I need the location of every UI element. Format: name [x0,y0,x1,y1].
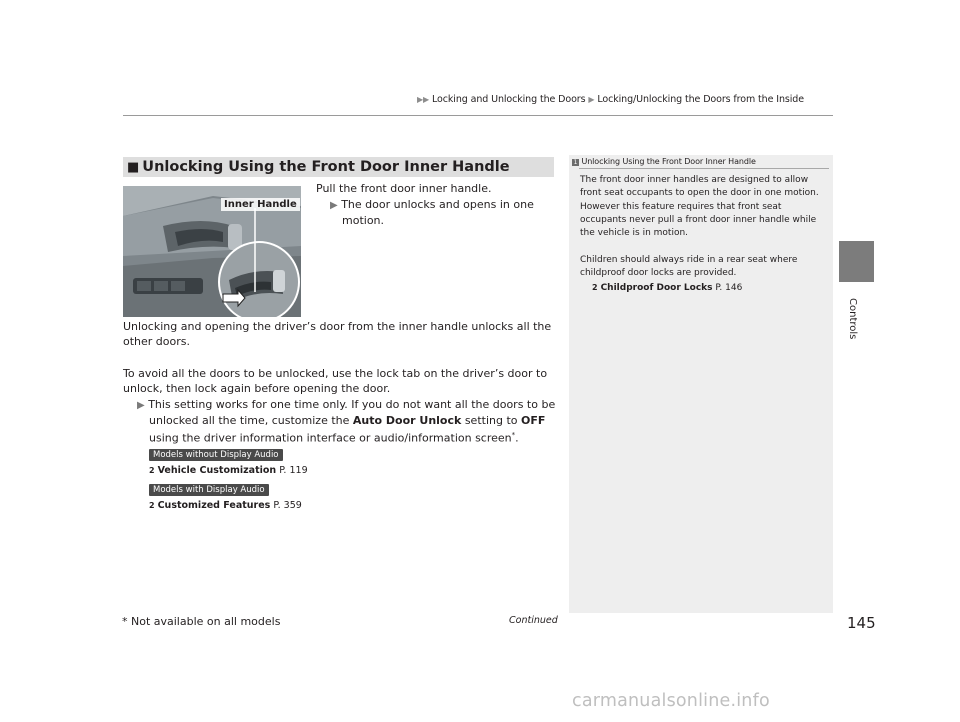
reference-arrow-icon: 2 [149,501,155,510]
paragraph: Unlocking and opening the driver’s door from the inner handle unlocks all the other doors. [123,320,552,348]
breadcrumb-arrow-icon: ▶▶ [417,95,430,104]
sidebar-title [572,157,756,166]
reference-arrow-icon: 2 [149,466,155,475]
continued-label: Continued [509,615,558,626]
watermark: carmanualsonline.info [572,691,770,711]
reference-page: P. 146 [715,283,743,293]
chapter-tab [839,241,874,282]
section-title: Unlocking Using the Front Door Inner Handle [142,159,510,175]
sidebar-divider [579,168,829,169]
square-bullet-icon: ■ [127,160,140,175]
breadcrumb-item[interactable]: Locking/Unlocking the Doors from the Inside [597,94,804,105]
model-badge: Models without Display Audio [149,449,283,461]
sidebar-paragraph: The front door inner handles are designed to allow front seat occupants to open the door in one motion. However this feature requires that front seat occupants never pull a front door inner handle while the vehicle is in motion. [580,175,819,239]
result-arrow-icon: ▶ [330,200,338,211]
section-heading [123,157,554,177]
footnote: * Not available on all models [122,615,281,628]
breadcrumb-item[interactable]: Locking and Unlocking the Doors [432,94,586,105]
sidebar-title-text: Unlocking Using the Front Door Inner Handle [581,157,756,166]
sidebar-reference[interactable] [592,281,842,295]
setting-name: Auto Door Unlock [352,414,462,427]
breadcrumb [417,94,804,105]
reference-link[interactable]: 2 Vehicle Customization P. 119 [149,465,308,476]
sidebar-paragraph: Children should always ride in a rear seat where childproof door locks are provided. [580,255,798,279]
footnote-marker: * [511,431,516,439]
note-icon: 1 [573,159,578,166]
chapter-tab-label: Controls [847,298,858,340]
setting-note: ▶ This setting works for one time only. If you do not want all the doors to be unlocked all the time, customize the Auto Door Unlock setting to OFF using the driver information interface or audio/information screen*. [137,398,556,445]
breadcrumb-arrow-icon: ▶ [588,95,595,104]
figure-callout-label: Inner Handle [221,198,300,211]
setting-value: OFF [521,414,546,427]
reference-arrow-icon: 2 [592,283,598,292]
reference-title[interactable]: Childproof Door Locks [600,283,713,293]
paragraph: To avoid all the doors to be unlocked, use the lock tab on the driver’s door to unlock, then lock again before opening the door. [123,367,548,395]
header-divider [123,115,833,116]
model-badge: Models with Display Audio [149,484,269,496]
page-number: 145 [847,614,876,632]
intro-text: Pull the front door inner handle. [316,182,492,195]
intro-result: ▶ The door unlocks and opens in one motion. [330,198,534,227]
result-arrow-icon: ▶ [137,400,145,411]
reference-link[interactable]: 2 Customized Features P. 359 [149,500,302,511]
